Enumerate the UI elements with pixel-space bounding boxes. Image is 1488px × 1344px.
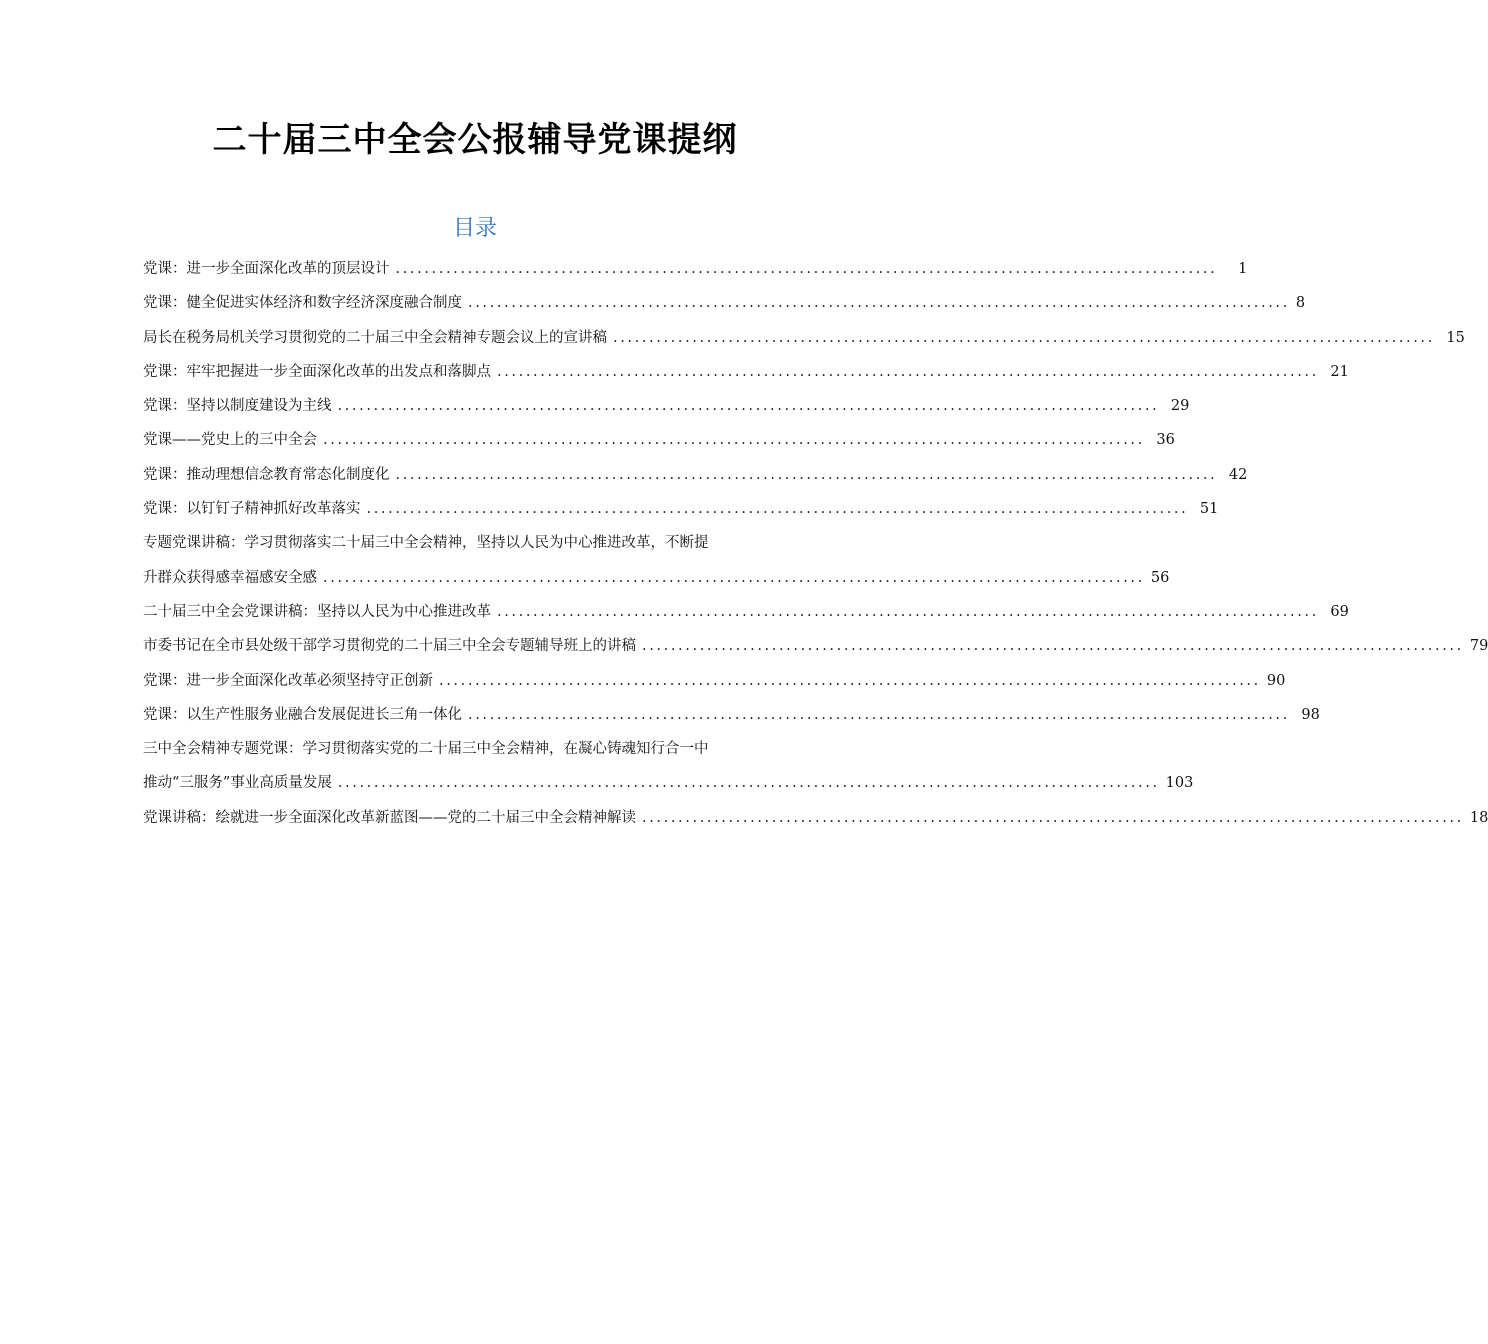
- toc-entry[interactable]: [143, 252, 1248, 286]
- toc-entry-title[interactable]: 党课：进一步全面深化改革必须坚持守正创新: [143, 672, 433, 689]
- toc-entry-title[interactable]: 党课：坚持以制度建设为主线: [143, 398, 332, 415]
- toc-entry[interactable]: [143, 526, 1170, 595]
- toc-entry[interactable]: [143, 321, 1465, 355]
- toc-page-number[interactable]: 1: [1238, 261, 1248, 277]
- toc-entry[interactable]: [143, 492, 1219, 526]
- toc-leader-dots: ..................................................................................................................: [439, 672, 1261, 689]
- toc-heading: 目录: [452, 216, 497, 241]
- toc-entry-title-line1[interactable]: 专题党课讲稿：学习贯彻落实二十届三中全会精神，坚持以人民为中心推进改革，不断提: [143, 535, 709, 552]
- toc-leader-dots: ..................................................................................................................: [468, 706, 1290, 723]
- toc-entry[interactable]: [143, 458, 1248, 492]
- toc-leader-dots: ..................................................................................................................: [337, 398, 1160, 415]
- toc-page-number[interactable]: 69: [1330, 603, 1349, 620]
- toc-entry[interactable]: [143, 732, 1194, 801]
- toc-entry[interactable]: [143, 389, 1190, 423]
- toc-page-number[interactable]: 21: [1330, 363, 1349, 380]
- toc-leader-dots: ..................................................................................................................: [497, 363, 1319, 380]
- toc-leader-dots: ..................................................................................................................: [395, 261, 1218, 277]
- toc-leader-dots: ..................................................................................................................: [366, 501, 1189, 518]
- toc-leader-dots: ..................................................................................................................: [642, 638, 1464, 655]
- toc-leader-dots: ..................................................................................................................: [468, 295, 1290, 312]
- toc-page-number[interactable]: 36: [1156, 432, 1175, 449]
- table-of-contents: [143, 252, 1488, 835]
- toc-page-number[interactable]: 56: [1150, 569, 1170, 586]
- toc-entry-title-line2[interactable]: 推动“三服务”事业高质量发展: [143, 775, 332, 792]
- toc-entry[interactable]: [143, 698, 1320, 732]
- toc-entry-title[interactable]: 局长在税务局机关学习贯彻党的二十届三中全会精神专题会议上的宣讲稿: [143, 329, 607, 346]
- toc-leader-dots: ..................................................................................................................: [323, 432, 1145, 449]
- toc-entry[interactable]: [143, 286, 1306, 320]
- toc-entry[interactable]: [143, 595, 1349, 629]
- toc-entry-title[interactable]: 党课：以钉钉子精神抓好改革落实: [143, 501, 361, 518]
- toc-page-number[interactable]: 18: [1469, 809, 1488, 826]
- toc-entry-title[interactable]: 党课：进一步全面深化改革的顶层设计: [143, 261, 390, 277]
- toc-page-number[interactable]: 79: [1469, 638, 1488, 655]
- toc-entry-title-line1[interactable]: 三中全会精神专题党课：学习贯彻落实党的二十届三中全会精神，在凝心铸魂知行合一中: [143, 741, 709, 758]
- toc-entry[interactable]: [143, 629, 1488, 663]
- toc-entry-title[interactable]: 党课讲稿：绘就进一步全面深化改革新蓝图——党的二十届三中全会精神解读: [143, 809, 636, 826]
- toc-page-number[interactable]: 42: [1228, 466, 1248, 483]
- toc-entry-title[interactable]: 二十届三中全会党课讲稿：坚持以人民为中心推进改革: [143, 603, 491, 620]
- toc-entry[interactable]: [143, 801, 1488, 835]
- toc-page-number[interactable]: 29: [1170, 398, 1190, 415]
- toc-leader-dots: ..................................................................................................................: [613, 329, 1435, 346]
- toc-leader-dots: ..................................................................................................................: [395, 466, 1218, 483]
- toc-leader-dots: ..................................................................................................................: [497, 603, 1319, 620]
- toc-entry-title[interactable]: 党课——党史上的三中全会: [143, 432, 317, 449]
- toc-page-number[interactable]: 51: [1199, 501, 1219, 518]
- toc-page-number[interactable]: 8: [1295, 295, 1306, 312]
- toc-entry[interactable]: [143, 355, 1349, 389]
- toc-leader-dots: ..................................................................................................................: [323, 569, 1145, 586]
- toc-entry[interactable]: [143, 423, 1175, 457]
- document-title: 二十届三中全会公报辅导党课提纲: [212, 120, 738, 160]
- toc-page-number[interactable]: 15: [1446, 329, 1465, 346]
- toc-entry-title[interactable]: 市委书记在全市县处级干部学习贯彻党的二十届三中全会专题辅导班上的讲稿: [143, 638, 636, 655]
- toc-page-number[interactable]: 98: [1301, 706, 1320, 723]
- toc-entry[interactable]: [143, 664, 1286, 698]
- toc-entry-title[interactable]: 党课：健全促进实体经济和数字经济深度融合制度: [143, 295, 462, 312]
- toc-page-number[interactable]: 90: [1266, 672, 1286, 689]
- toc-entry-title[interactable]: 党课：以生产性服务业融合发展促进长三角一体化: [143, 706, 462, 723]
- toc-entry-title-line2[interactable]: 升群众获得感幸福感安全感: [143, 569, 317, 586]
- toc-leader-dots: ..................................................................................................................: [337, 775, 1160, 792]
- toc-leader-dots: ..................................................................................................................: [642, 809, 1464, 826]
- toc-page-number[interactable]: 103: [1165, 775, 1194, 792]
- toc-entry-title[interactable]: 党课：牢牢把握进一步全面深化改革的出发点和落脚点: [143, 363, 491, 380]
- toc-entry-title[interactable]: 党课：推动理想信念教育常态化制度化: [143, 466, 390, 483]
